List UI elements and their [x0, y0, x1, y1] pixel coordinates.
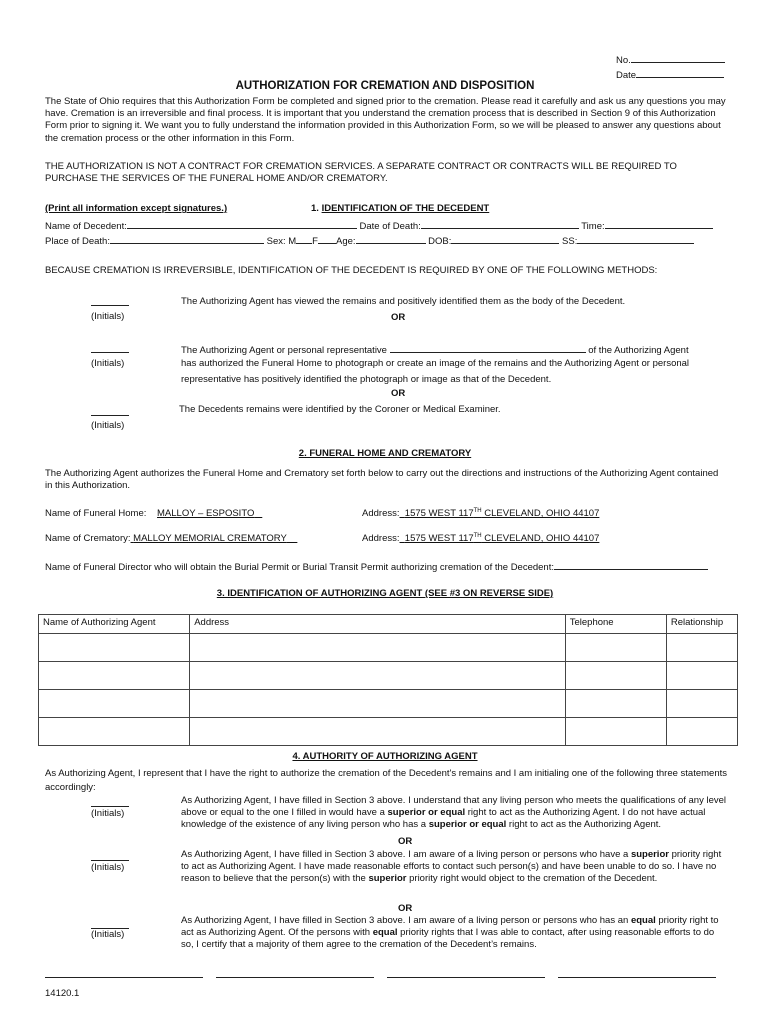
contract-notice: THE AUTHORIZATION IS NOT A CONTRACT FOR CREMATION SERVICES. A SEPARATE CONTRACT OR CONTRACTS WILL BE REQUIRED TO PURCHASE THE SERVICES OF THE FUNERAL HOME AND/OR CREMATORY.: [45, 161, 677, 185]
personal-representative-field[interactable]: [390, 342, 586, 353]
initials-line-3[interactable]: [91, 407, 129, 416]
agent-relationship-cell[interactable]: [666, 718, 737, 746]
agent-relationship-cell[interactable]: [666, 634, 737, 662]
date-label: Date: [616, 70, 637, 81]
initials-label-3: (Initials): [91, 420, 125, 431]
table-row: [39, 634, 738, 662]
decedent-name-field[interactable]: [127, 218, 357, 229]
print-note: (Print all information except signatures.): [45, 203, 228, 214]
time-field[interactable]: [605, 218, 713, 229]
crematory-label: Name of Crematory:: [45, 533, 131, 544]
agent-relationship-cell[interactable]: [666, 662, 737, 690]
agent-address-cell[interactable]: [190, 634, 566, 662]
initials-label-1: (Initials): [91, 311, 125, 322]
method-1-text: The Authorizing Agent has viewed the remains and positively identified them as the body of the Decedent.: [181, 296, 626, 307]
or-separator-2: OR: [391, 388, 406, 399]
signature-line-3[interactable]: [387, 977, 545, 978]
agent-name-cell[interactable]: [39, 718, 190, 746]
table-header-row: [39, 615, 738, 634]
no-label: No.: [616, 55, 631, 66]
place-of-death-label: Place of Death:: [45, 236, 110, 247]
sex-m-field[interactable]: [296, 233, 312, 244]
funeral-director-field[interactable]: [554, 559, 708, 570]
section3-heading: 3. IDENTIFICATION OF AUTHORIZING AGENT (SEE #3 ON REVERSE SIDE): [216, 588, 554, 599]
column-header-relationship: Relationship: [666, 615, 737, 634]
crematory-row: [45, 533, 297, 544]
funeral-home-address: Address: 1575 WEST 117TH CLEVELAND, OHIO 44107: [362, 508, 600, 520]
initials-line-4[interactable]: [91, 798, 129, 807]
agent-address-cell[interactable]: [190, 690, 566, 718]
statement-3: As Authorizing Agent, I have filled in Section 3 above. I am aware of a living person or persons who has an equal priority right to act as Authorizing Agent. Of the persons with equal priority rights that I was able to contact, after using reasonable efforts to do so, I certify that a majority of them agree to the cremation of the Decedent’s remains.: [181, 915, 719, 951]
ss-label: SS:: [562, 236, 578, 247]
method-2-line-2: has authorized the Funeral Home to photograph or create an image of the remains and the Authorizing Agent or personal: [181, 358, 690, 369]
agent-name-cell[interactable]: [39, 690, 190, 718]
crematory-address: Address: 1575 WEST 117TH CLEVELAND, OHIO 44107: [362, 533, 600, 545]
method-2-line-3: representative has positively identified the photograph or image as that of the Decedent.: [181, 374, 552, 385]
agent-telephone-cell[interactable]: [565, 690, 666, 718]
decedent-row-2: [45, 233, 694, 247]
funeral-home-label: Name of Funeral Home:: [45, 508, 147, 519]
method-3-text: The Decedents remains were identified by the Coroner or Medical Examiner.: [179, 404, 501, 415]
funeral-home-value: MALLOY – ESPOSITO: [157, 508, 255, 519]
table-row: [39, 718, 738, 746]
place-of-death-field[interactable]: [110, 233, 264, 244]
form-date-field[interactable]: [616, 67, 724, 81]
decedent-name-label: Name of Decedent:: [45, 221, 127, 232]
funeral-home-row: [45, 508, 262, 519]
column-header-telephone: Telephone: [565, 615, 666, 634]
table-row: [39, 662, 738, 690]
column-header-address: Address: [190, 615, 566, 634]
sex-label: Sex: M: [266, 236, 297, 247]
age-label: Age:: [335, 236, 356, 247]
intro-paragraph: The State of Ohio requires that this Authorization Form be completed and signed prior to the cremation. Please read it carefully and ask us any questions you may have. Cremation is an irreversible and final process. It is important that you understand the cremation process that is described in Section 9 of this Authorization Form prior to signing it. We want you to fully understand the information provided in this Authorization Form, so we will be pleased to answer any questions about the cremation process or the other information in this Form.: [45, 96, 726, 144]
sex-f-field[interactable]: [318, 233, 336, 244]
funeral-director-label: Name of Funeral Director who will obtain the Burial Permit or Burial Transit Permit authorizing cremation of the Decedent:: [45, 562, 554, 573]
section2-heading: 2. FUNERAL HOME AND CREMATORY: [298, 448, 472, 459]
statement-1: As Authorizing Agent, I have filled in Section 3 above. I understand that any living person who meets the qualifications of any level above or equal to the one I filled in would have a superior or equal right to act as the Authorizing Agent. I do not have actual knowledge of the existence of any living person who has a superior or equal right to act as the Authorizing Agent.: [181, 795, 727, 831]
agent-relationship-cell[interactable]: [666, 690, 737, 718]
dob-label: DOB:: [428, 236, 452, 247]
form-code: 14120.1: [45, 988, 80, 999]
date-of-death-field[interactable]: [421, 218, 579, 229]
form-number-field[interactable]: [616, 52, 725, 66]
signature-line-2[interactable]: [216, 977, 374, 978]
initials-line-6[interactable]: [91, 920, 129, 929]
initials-label-5: (Initials): [91, 862, 125, 873]
statement-2: As Authorizing Agent, I have filled in Section 3 above. I am aware of a living person or persons who have a superior priority right to act as Authorizing Agent. I have made reasonable efforts to contact such person(s) and have been unable to do so. I have no reason to believe that the person(s) with the superior priority right would object to the cremation of the Decedent.: [181, 849, 722, 885]
or-separator-4: OR: [398, 903, 413, 914]
or-separator-3: OR: [398, 836, 413, 847]
agent-name-cell[interactable]: [39, 634, 190, 662]
ss-field[interactable]: [577, 233, 694, 244]
table-row: [39, 690, 738, 718]
sex-f-label: F: [312, 236, 318, 247]
initials-line-5[interactable]: [91, 852, 129, 861]
agent-telephone-cell[interactable]: [565, 718, 666, 746]
date-of-death-label: Date of Death:: [359, 221, 421, 232]
method-2-line-1: The Authorizing Agent or personal representative of the Authorizing Agent: [181, 342, 689, 356]
signature-line-1[interactable]: [45, 977, 203, 978]
identification-intro: BECAUSE CREMATION IS IRREVERSIBLE, IDENTIFICATION OF THE DECEDENT IS REQUIRED BY ONE OF THE FOLLOWING METHODS:: [45, 265, 658, 276]
age-field[interactable]: [356, 233, 426, 244]
section4-heading: 4. AUTHORITY OF AUTHORIZING AGENT: [292, 751, 478, 762]
signature-line-4[interactable]: [558, 977, 716, 978]
initials-line-2[interactable]: [91, 344, 129, 353]
column-header-name: Name of Authorizing Agent: [39, 615, 190, 634]
time-label: Time:: [581, 221, 605, 232]
section4-intro: As Authorizing Agent, I represent that I have the right to authorize the cremation of the Decedent's remains and I am initialing one of the following three statements accordingly:: [45, 768, 727, 793]
initials-label-6: (Initials): [91, 929, 125, 940]
initials-label-4: (Initials): [91, 808, 125, 819]
section1-heading: 1. IDENTIFICATION OF THE DECEDENT: [311, 203, 490, 214]
agent-address-cell[interactable]: [190, 662, 566, 690]
section2-paragraph: The Authorizing Agent authorizes the Funeral Home and Crematory set forth below to carry out the directions and instructions of the Authorizing Agent contained in this Authorization.: [45, 468, 719, 492]
agent-telephone-cell[interactable]: [565, 662, 666, 690]
initials-label-2: (Initials): [91, 358, 125, 369]
funeral-director-row: [45, 559, 708, 573]
dob-field[interactable]: [451, 233, 559, 244]
authorizing-agent-table: [38, 614, 738, 746]
initials-line-1[interactable]: [91, 297, 129, 306]
page-title: AUTHORIZATION FOR CREMATION AND DISPOSITION: [235, 80, 535, 92]
crematory-value: MALLOY MEMORIAL CREMATORY: [133, 533, 287, 544]
decedent-row-1: [45, 218, 713, 232]
or-separator-1: OR: [391, 312, 406, 323]
agent-telephone-cell[interactable]: [565, 634, 666, 662]
agent-name-cell[interactable]: [39, 662, 190, 690]
agent-address-cell[interactable]: [190, 718, 566, 746]
